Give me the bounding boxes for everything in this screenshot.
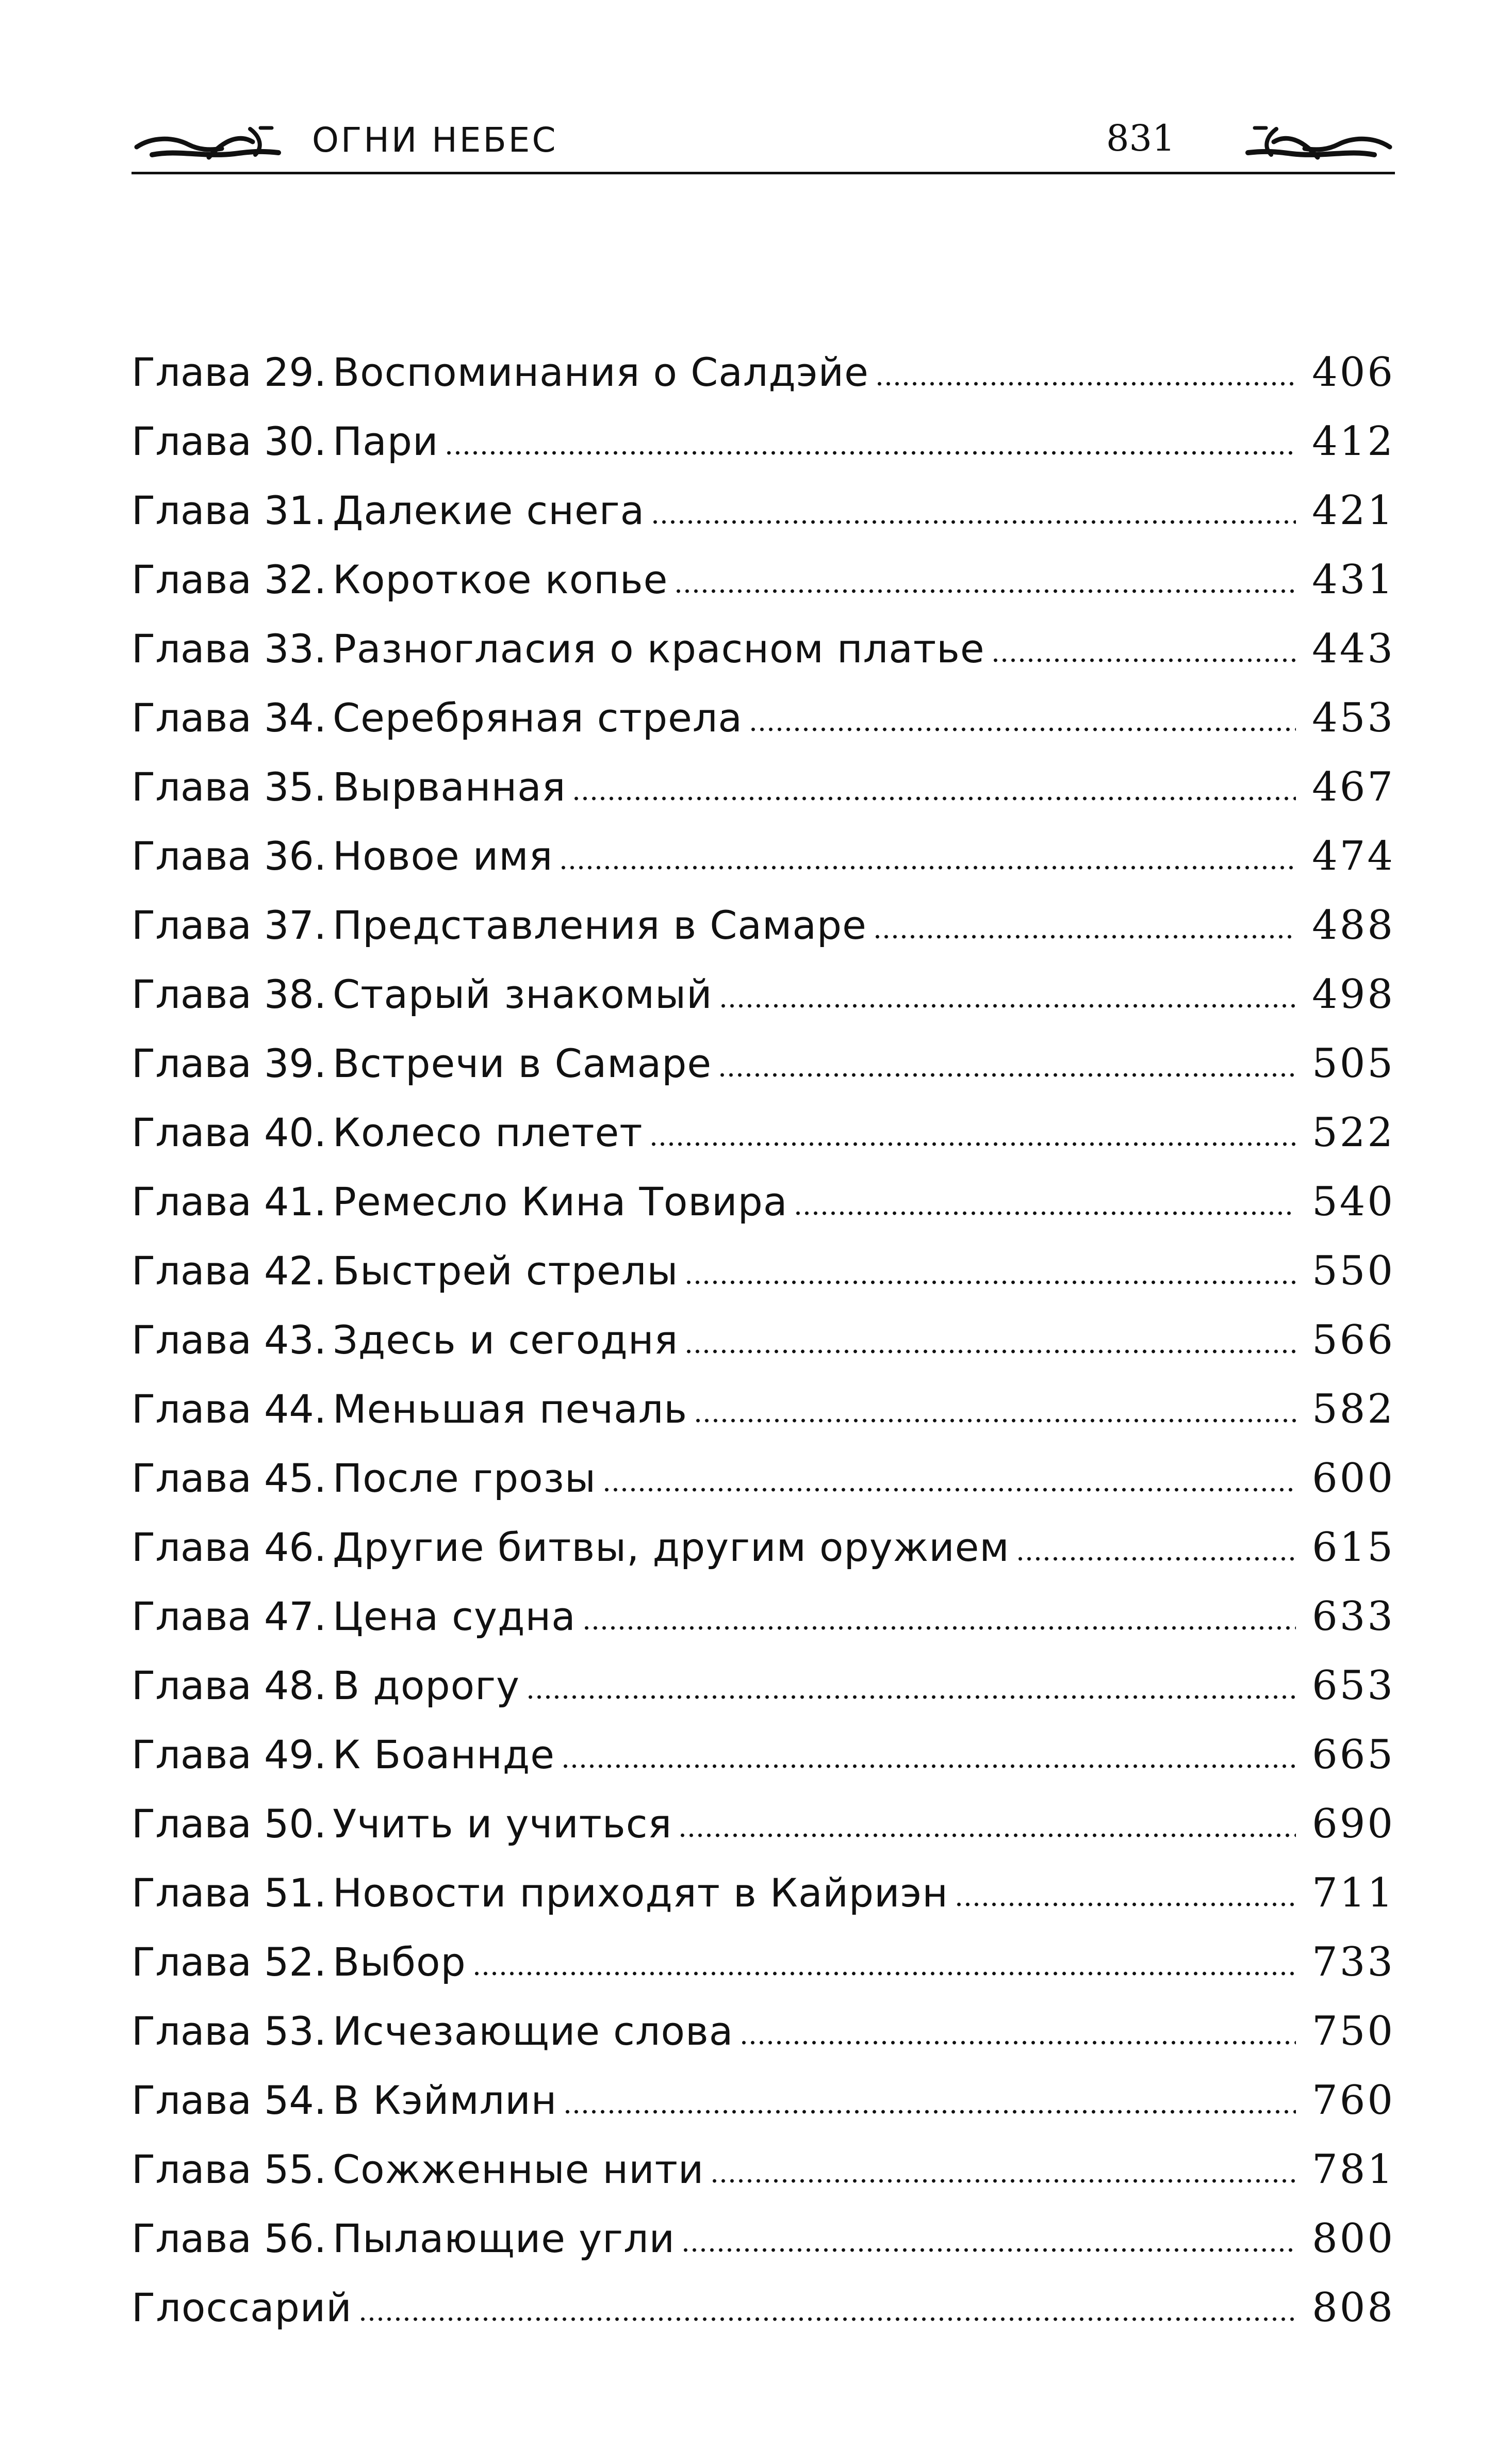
toc-chapter-title: Разногласия о красном платье bbox=[333, 626, 985, 672]
toc-entry[interactable] bbox=[132, 1444, 1395, 1513]
toc-chapter-title: Быстрей стрелы bbox=[333, 1248, 679, 1294]
toc-chapter-number: Глава 41. bbox=[132, 1179, 326, 1225]
toc-dot-leader bbox=[559, 863, 1296, 872]
toc-chapter-title: Учить и учиться bbox=[333, 1801, 672, 1847]
toc-page-number: 467 bbox=[1312, 764, 1395, 810]
toc-chapter-number: Глава 30. bbox=[132, 418, 326, 464]
toc-dot-leader bbox=[684, 1278, 1296, 1287]
toc-chapter-number: Глава 54. bbox=[132, 2077, 326, 2123]
toc-page-number: 711 bbox=[1312, 1870, 1395, 1916]
toc-page-number: 600 bbox=[1312, 1455, 1395, 1502]
toc-chapter-title: Пари bbox=[333, 418, 439, 464]
toc-chapter-title: Новости приходят в Кайриэн bbox=[333, 1870, 948, 1916]
toc-entry[interactable] bbox=[132, 1306, 1395, 1375]
toc-dot-leader bbox=[602, 1485, 1296, 1494]
toc-entry[interactable] bbox=[132, 2066, 1395, 2135]
toc-page-number: 653 bbox=[1312, 1662, 1395, 1709]
toc-chapter-title: Старый знакомый bbox=[333, 971, 713, 1017]
toc-chapter-title: Другие битвы, другим оружием bbox=[333, 1524, 1010, 1570]
toc-page-number: 540 bbox=[1312, 1179, 1395, 1225]
toc-chapter-number: Глава 34. bbox=[132, 695, 326, 741]
toc-dot-leader bbox=[674, 586, 1296, 596]
toc-chapter-number: Глава 55. bbox=[132, 2146, 326, 2192]
toc-chapter-title: Короткое копье bbox=[333, 557, 668, 602]
toc-dot-leader bbox=[1016, 1554, 1296, 1563]
toc-chapter-title: Выбор bbox=[333, 1939, 466, 1985]
toc-dot-leader bbox=[651, 517, 1296, 527]
toc-chapter-title: Новое имя bbox=[333, 833, 553, 879]
toc-page-number: 406 bbox=[1312, 349, 1395, 396]
toc-dot-leader bbox=[710, 2176, 1296, 2186]
toc-page-number: 443 bbox=[1312, 626, 1395, 672]
toc-page-number: 474 bbox=[1312, 833, 1395, 879]
toc-chapter-title: Далекие снега bbox=[333, 487, 645, 533]
toc-entry[interactable] bbox=[132, 1651, 1395, 1720]
toc-entry[interactable] bbox=[132, 2204, 1395, 2273]
toc-chapter-number: Глава 53. bbox=[132, 2008, 326, 2054]
toc-dot-leader bbox=[582, 1623, 1296, 1633]
toc-page-number: 488 bbox=[1312, 902, 1395, 949]
toc-chapter-number: Глава 35. bbox=[132, 764, 326, 810]
toc-page-number: 665 bbox=[1312, 1732, 1395, 1778]
toc-dot-leader bbox=[718, 1070, 1296, 1080]
ornament-right-icon bbox=[1240, 119, 1395, 165]
toc-chapter-title: Представления в Самаре bbox=[333, 902, 867, 948]
toc-page-number: 690 bbox=[1312, 1801, 1395, 1847]
toc-chapter-number: Глава 48. bbox=[132, 1662, 326, 1708]
toc-page-number: 808 bbox=[1312, 2285, 1395, 2331]
book-title: ОГНИ НЕБЕС bbox=[312, 120, 558, 160]
toc-entry[interactable] bbox=[132, 1789, 1395, 1859]
toc-page-number: 522 bbox=[1312, 1110, 1395, 1156]
toc-dot-leader bbox=[739, 2038, 1296, 2047]
toc-entry[interactable] bbox=[132, 1720, 1395, 1789]
toc-dot-leader bbox=[472, 1969, 1296, 1978]
toc-chapter-title: Воспоминания о Салдэйе bbox=[333, 349, 869, 395]
toc-chapter-number: Глава 44. bbox=[132, 1386, 326, 1432]
toc-page-number: 781 bbox=[1312, 2146, 1395, 2193]
toc-page-number: 800 bbox=[1312, 2215, 1395, 2262]
toc-entry[interactable] bbox=[132, 1236, 1395, 1306]
toc-dot-leader bbox=[684, 1347, 1296, 1356]
toc-page-number: 498 bbox=[1312, 971, 1395, 1018]
toc-chapter-number: Глава 43. bbox=[132, 1317, 326, 1363]
toc-chapter-number: Глава 47. bbox=[132, 1593, 326, 1639]
toc-entry[interactable] bbox=[132, 960, 1395, 1029]
toc-dot-leader bbox=[794, 1209, 1296, 1218]
toc-dot-leader bbox=[694, 1416, 1296, 1425]
toc-dot-leader bbox=[358, 2314, 1296, 2324]
toc-chapter-number: Глава 42. bbox=[132, 1248, 326, 1294]
toc-dot-leader bbox=[875, 379, 1296, 388]
toc-dot-leader bbox=[955, 1900, 1296, 1909]
toc-chapter-title: В Кэймлин bbox=[333, 2077, 557, 2123]
toc-page-number: 412 bbox=[1312, 418, 1395, 465]
toc-dot-leader bbox=[991, 656, 1296, 665]
toc-page-number: 453 bbox=[1312, 695, 1395, 741]
toc-chapter-number: Глава 52. bbox=[132, 1939, 326, 1985]
toc-dot-leader bbox=[561, 1762, 1296, 1771]
toc-dot-leader bbox=[719, 1001, 1296, 1010]
ornament-left-icon bbox=[132, 119, 286, 165]
toc-entry[interactable] bbox=[132, 1029, 1395, 1098]
toc-chapter-title: Меньшая печаль bbox=[333, 1386, 688, 1432]
toc-dot-leader bbox=[873, 932, 1296, 941]
toc-chapter-number: Глава 45. bbox=[132, 1455, 326, 1501]
toc-entry[interactable] bbox=[132, 2273, 1395, 2342]
toc-chapter-number: Глава 37. bbox=[132, 902, 326, 948]
toc-chapter-title: Ремесло Кина Товира bbox=[333, 1179, 788, 1225]
toc-entry[interactable] bbox=[132, 614, 1395, 683]
toc-chapter-number: Глава 29. bbox=[132, 349, 326, 395]
toc-page-number: 750 bbox=[1312, 2008, 1395, 2055]
toc-chapter-number: Глава 32. bbox=[132, 557, 326, 602]
toc-entry[interactable] bbox=[132, 2135, 1395, 2204]
toc-chapter-number: Глава 31. bbox=[132, 487, 326, 533]
toc-dot-leader bbox=[526, 1692, 1296, 1702]
toc-chapter-title: Сожженные нити bbox=[333, 2146, 704, 2192]
page-number: 831 bbox=[1106, 117, 1175, 159]
toc-chapter-title: Глоссарий bbox=[132, 2285, 352, 2330]
toc-entry[interactable] bbox=[132, 1582, 1395, 1651]
toc-chapter-title: Цена судна bbox=[333, 1593, 576, 1639]
toc-chapter-title: Исчезающие слова bbox=[333, 2008, 734, 2054]
table-of-contents bbox=[132, 338, 1395, 2342]
toc-entry[interactable] bbox=[132, 1513, 1395, 1582]
toc-entry[interactable] bbox=[132, 1997, 1395, 2066]
toc-entry[interactable] bbox=[132, 1859, 1395, 1928]
header-rule bbox=[132, 172, 1395, 174]
toc-page-number: 566 bbox=[1312, 1317, 1395, 1363]
toc-chapter-number: Глава 49. bbox=[132, 1732, 326, 1778]
toc-chapter-number: Глава 39. bbox=[132, 1040, 326, 1086]
toc-chapter-number: Глава 50. bbox=[132, 1801, 326, 1847]
toc-entry[interactable] bbox=[132, 407, 1395, 476]
toc-page-number: 633 bbox=[1312, 1593, 1395, 1640]
toc-dot-leader bbox=[572, 794, 1296, 803]
toc-dot-leader bbox=[678, 1831, 1296, 1840]
toc-entry[interactable] bbox=[132, 338, 1395, 407]
toc-chapter-title: Колесо плетет bbox=[333, 1110, 643, 1155]
toc-chapter-title: Встречи в Самаре bbox=[333, 1040, 712, 1086]
toc-entry[interactable] bbox=[132, 683, 1395, 753]
toc-chapter-number: Глава 38. bbox=[132, 971, 326, 1017]
toc-page-number: 550 bbox=[1312, 1248, 1395, 1294]
toc-page-number: 421 bbox=[1312, 487, 1395, 534]
toc-dot-leader bbox=[563, 2107, 1296, 2116]
toc-chapter-number: Глава 51. bbox=[132, 1870, 326, 1916]
toc-page-number: 760 bbox=[1312, 2077, 1395, 2124]
toc-chapter-number: Глава 56. bbox=[132, 2215, 326, 2261]
toc-page-number: 615 bbox=[1312, 1524, 1395, 1571]
toc-chapter-title: Вырванная bbox=[333, 764, 566, 810]
toc-entry[interactable] bbox=[132, 1098, 1395, 1167]
toc-chapter-number: Глава 46. bbox=[132, 1524, 326, 1570]
toc-dot-leader bbox=[445, 448, 1296, 458]
toc-entry[interactable] bbox=[132, 822, 1395, 891]
toc-entry[interactable] bbox=[132, 545, 1395, 614]
toc-chapter-number: Глава 33. bbox=[132, 626, 326, 672]
toc-page-number: 733 bbox=[1312, 1939, 1395, 1985]
toc-chapter-title: Здесь и сегодня bbox=[333, 1317, 679, 1363]
toc-entry[interactable] bbox=[132, 1928, 1395, 1997]
toc-entry[interactable] bbox=[132, 476, 1395, 545]
running-header bbox=[132, 106, 1395, 178]
toc-entry[interactable] bbox=[132, 753, 1395, 822]
toc-dot-leader bbox=[681, 2245, 1296, 2255]
toc-entry[interactable] bbox=[132, 891, 1395, 960]
toc-entry[interactable] bbox=[132, 1167, 1395, 1236]
toc-chapter-title: Серебряная стрела bbox=[333, 695, 743, 741]
toc-chapter-title: Пылающие угли bbox=[333, 2215, 676, 2261]
toc-dot-leader bbox=[749, 725, 1296, 734]
toc-chapter-title: К Боаннде bbox=[333, 1732, 555, 1778]
toc-chapter-title: После грозы bbox=[333, 1455, 597, 1501]
toc-chapter-number: Глава 36. bbox=[132, 833, 326, 879]
toc-entry[interactable] bbox=[132, 1375, 1395, 1444]
toc-chapter-title: В дорогу bbox=[333, 1662, 520, 1708]
toc-page-number: 582 bbox=[1312, 1386, 1395, 1432]
toc-page-number: 431 bbox=[1312, 557, 1395, 603]
toc-dot-leader bbox=[649, 1139, 1296, 1149]
toc-page-number: 505 bbox=[1312, 1040, 1395, 1087]
toc-chapter-number: Глава 40. bbox=[132, 1110, 326, 1155]
